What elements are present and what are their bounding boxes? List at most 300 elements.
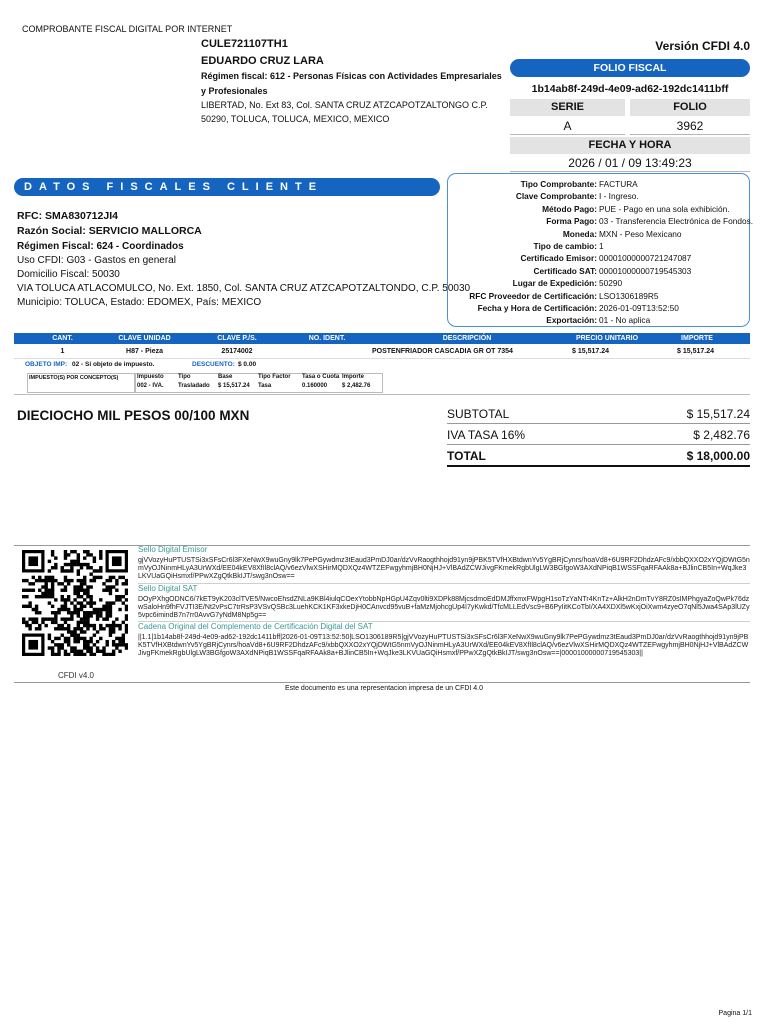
qr-module [51,582,54,585]
qr-module [64,550,67,553]
qr-module [109,653,112,656]
qr-module [70,617,73,620]
qr-module [86,592,89,595]
tax-value-cell: Trasladado [178,383,210,389]
qr-module [106,624,109,627]
qr-module [83,598,86,601]
qr-module [28,605,31,608]
qr-module [64,569,67,572]
client-municipio: Municipio: TOLUCA, Estado: EDOMEX, País: MEXICO [17,297,262,308]
qr-module [89,579,92,582]
qr-module [96,611,99,614]
sello-emisor-label: Sello Digital Emisor [138,545,208,554]
qr-module [77,589,80,592]
qr-module [89,553,92,556]
qr-module [61,624,64,627]
qr-module [106,611,109,614]
qr-module [35,611,38,614]
qr-module [61,627,64,630]
qr-module [28,582,31,585]
qr-module [73,598,76,601]
col-precio-unitario: PRECIO UNITARIO [575,335,639,342]
qr-module [51,595,54,598]
qr-module [51,576,54,579]
qr-module [77,611,80,614]
qr-module [106,605,109,608]
qr-module [57,653,60,656]
qr-module [99,576,102,579]
tax-header-cell: Tipo [178,374,191,380]
qr-module [115,595,118,598]
qr-module [125,624,128,627]
qr-module [86,640,89,643]
qr-module [125,617,128,620]
qr-module [89,646,92,649]
page-number: Pagina 1/1 [718,1010,752,1017]
qr-module [38,576,41,579]
qr-module [112,621,115,624]
qr-module [64,640,67,643]
qr-finder [28,556,38,566]
qr-module [109,592,112,595]
qr-module [86,589,89,592]
qr-module [83,582,86,585]
document-type: COMPROBANTE FISCAL DIGITAL POR INTERNET [22,24,233,34]
qr-module [125,579,128,582]
fiscal-info-value: 00001000000719545303 [599,265,692,276]
qr-module [61,589,64,592]
qr-module [64,627,67,630]
item-clave-ps: 25174002 [221,348,253,355]
qr-module [22,589,25,592]
qr-module [77,614,80,617]
qr-module [125,598,128,601]
qr-module [61,617,64,620]
qr-module [112,640,115,643]
qr-module [77,653,80,656]
qr-module [48,637,51,640]
fiscal-info-key: Método Pago: [542,203,597,214]
qr-module [61,566,64,569]
qr-module [125,614,128,617]
qr-module [102,617,105,620]
qr-module [125,605,128,608]
qr-module [118,637,121,640]
qr-module [96,576,99,579]
qr-module [102,646,105,649]
qr-module [83,563,86,566]
qr-module [67,643,70,646]
qr-module [51,566,54,569]
issuer-address-line2: 50290, TOLUCA, TOLUCA, MEXICO, MEXICO [201,114,390,124]
impuestos-label-box [27,373,135,393]
qr-module [44,579,47,582]
qr-module [51,640,54,643]
qr-module [93,569,96,572]
qr-module [109,589,112,592]
qr-module [51,605,54,608]
qr-module [64,650,67,653]
qr-module [73,637,76,640]
qr-module [48,569,51,572]
fiscal-info-row [448,228,751,240]
qr-module [70,550,73,553]
fiscal-info-row [448,240,751,252]
qr-module [67,579,70,582]
qr-module [89,624,92,627]
fiscal-info-row [448,178,751,190]
qr-module [106,601,109,604]
total-value: $ 18,000.00 [686,449,750,463]
qr-module [51,553,54,556]
fiscal-info-value: LSO1306189R5 [599,290,659,301]
qr-module [77,553,80,556]
qr-module [112,630,115,633]
qr-module [77,637,80,640]
qr-module [93,576,96,579]
qr-module [38,589,41,592]
qr-module [83,646,86,649]
qr-finder [112,556,122,566]
qr-module [64,637,67,640]
qr-module [64,563,67,566]
qr-module [112,643,115,646]
qr-module [80,601,83,604]
iva-value: $ 2,482.76 [693,428,750,442]
qr-module [125,627,128,630]
cfdi-version: Versión CFDI 4.0 [655,39,750,53]
qr-module [106,643,109,646]
fiscal-info-key: Certificado Emisor: [520,253,597,264]
qr-module [35,617,38,620]
qr-module [67,630,70,633]
fiscal-info-key: Clave Comprobante: [515,191,597,202]
qr-module [99,598,102,601]
cadena-original-value: ||1.1|1b14ab8f-249d-4e09-ad62-192dc1411bff|2026-01-09T13:52:50|LSO1306189R5|gjVVozyHuPTUSTSi3xSFsCr6l3FXeNwX9wuGny9lk7PePGywdmz3tEaud3PmDJ0ar/dzVvRaogthhojd91yn9jPBK5TVfHXBtdwnYv5YgBRjCynrs/hoaVd8+6U9RF2DhdzAFc9/xbbQXXO2xYQjDWtG5nmVyOJNinmHLyA3UrWXd/EE04kEV8XfIl8clAQ/v6ezVlwXSHirMQDXQz4WTZEFwgyhmjBH0NjHJ+VlBAdZCWJivgFKmekRgbUlgLW3BGfgoW3AXdNPiqB1WSSFqaRFAAk8a+BJlinCB5In+WqJke3LKVUaGQiHsmxf/PPwXZgQtkBkIJT/swg3nOsw==|00001000000719545303|| [138,634,749,657]
qr-module [54,563,57,566]
qr-module [118,598,121,601]
objeto-imp-value: 02 - Sí objeto de impuesto. [72,361,155,368]
qr-module [64,579,67,582]
qr-module [32,582,35,585]
qr-module [67,595,70,598]
fiscal-info-row [448,302,751,314]
qr-module [38,624,41,627]
descuento-value: $ 0.00 [238,361,257,368]
fiscal-info-value: I - Ingreso. [599,191,639,202]
qr-module [70,611,73,614]
qr-module [22,621,25,624]
qr-module [70,634,73,637]
qr-module [99,608,102,611]
qr-module [89,595,92,598]
qr-module [22,605,25,608]
fiscal-info-row [448,215,754,227]
qr-module [89,650,92,653]
fiscal-info-row [448,265,751,277]
serie-label: SERIE [510,99,625,116]
fiscal-info-value: 01 - No aplica [599,315,651,326]
qr-module [70,650,73,653]
qr-module [44,595,47,598]
col-descripcion: DESCRIPCIÓN [442,335,492,342]
qr-module [48,595,51,598]
cadena-original-label: Cadena Original del Complemento de Certificación Digital del SAT [138,622,373,631]
qr-module [96,640,99,643]
qr-module [122,576,125,579]
qr-module [64,576,67,579]
qr-module [86,650,89,653]
qr-module [61,605,64,608]
qr-module [93,579,96,582]
qr-module [83,605,86,608]
qr-module [48,592,51,595]
qr-module [80,566,83,569]
qr-module [73,605,76,608]
qr-module [115,637,118,640]
qr-module [54,653,57,656]
qr-module [83,640,86,643]
qr-module [93,608,96,611]
qr-module [70,560,73,563]
qr-module [122,595,125,598]
qr-module [109,627,112,630]
qr-module [89,614,92,617]
qr-module [83,550,86,553]
qr-module [83,576,86,579]
qr-module [77,601,80,604]
tax-header-cell: Importe [342,374,365,380]
qr-module [54,598,57,601]
qr-module [102,627,105,630]
qr-module [80,579,83,582]
fiscal-info-key: Exportación: [546,315,597,326]
qr-module [93,556,96,559]
qr-module [73,608,76,611]
impuestos-label: IMPUESTO(S) POR CONCEPTO(S) [29,375,119,381]
qr-module [96,617,99,620]
qr-module [70,646,73,649]
qr-module [64,589,67,592]
qr-module [93,634,96,637]
issuer-address-line1: LIBERTAD, No. Ext 83, Col. SANTA CRUZ ATZCAPOTZALTONGO C.P. [201,100,488,110]
folio-value: 3962 [630,118,750,135]
qr-finder [28,640,38,650]
fiscal-info-key: Certificado SAT: [533,265,597,276]
qr-module [25,595,28,598]
qr-module [89,653,92,656]
tax-header-cell: Tasa o Cuota [302,374,340,380]
qr-module [125,608,128,611]
item-importe: $ 15,517.24 [677,348,714,355]
qr-module [77,621,80,624]
qr-module [73,630,76,633]
qr-module [73,650,76,653]
qr-module [93,611,96,614]
qr-module [70,566,73,569]
qr-module [80,563,83,566]
qr-module [86,550,89,553]
qr-module [125,630,128,633]
qr-module [89,566,92,569]
folio-label: FOLIO [630,99,750,116]
fiscal-info-key: Tipo de cambio: [533,241,597,251]
fiscal-info-key: Moneda: [562,228,597,239]
qr-module [70,630,73,633]
qr-module [86,601,89,604]
qr-module [80,585,83,588]
qr-module [41,585,44,588]
qr-module [67,608,70,611]
client-rfc: RFC: SMA830712JI4 [17,210,118,222]
qr-module [122,640,125,643]
fiscal-info-value: FACTURA [599,179,638,189]
qr-module [51,585,54,588]
fiscal-info-row [448,290,751,302]
qr-module [67,653,70,656]
qr-module [73,550,76,553]
total-en-letra: DIECIOCHO MIL PESOS 00/100 MXN [17,408,250,423]
qr-module [54,579,57,582]
qr-module [89,598,92,601]
qr-module [99,637,102,640]
qr-module [115,579,118,582]
qr-module [118,650,121,653]
qr-caption: CFDI v4.0 [58,671,95,680]
fiscal-info-value: 00001000000721247087 [599,253,692,264]
qr-module [80,637,83,640]
qr-module [77,560,80,563]
qr-module [80,617,83,620]
qr-module [41,595,44,598]
qr-module [32,621,35,624]
qr-module [54,637,57,640]
qr-module [93,601,96,604]
qr-module [83,611,86,614]
qr-module [80,653,83,656]
subtotal-label: SUBTOTAL [447,407,510,421]
qr-module [41,621,44,624]
qr-module [99,614,102,617]
tax-header-cell: Tipo Factor [258,374,291,380]
fiscal-info-row [448,190,751,202]
qr-module [57,582,60,585]
qr-module [73,592,76,595]
qr-module [64,598,67,601]
qr-module [48,646,51,649]
qr-module [64,617,67,620]
row-divider [14,358,750,359]
qr-module [70,569,73,572]
qr-module [28,601,31,604]
datos-fiscales-cliente-bar: DATOS FISCALES CLIENTE [14,178,440,196]
qr-module [122,582,125,585]
qr-module [73,560,76,563]
qr-module [115,617,118,620]
qr-module [35,595,38,598]
qr-module [89,572,92,575]
footer-note: Este documento es una representacion impresa de un CFDI 4.0 [284,685,484,692]
sello-sat-label: Sello Digital SAT [138,584,198,593]
fiscal-info-box [447,173,754,327]
qr-module [70,579,73,582]
qr-module [73,646,76,649]
qr-module [57,646,60,649]
fiscal-info-value: 03 - Transferencia Electrónica de Fondos. [599,216,754,227]
qr-module [118,640,121,643]
qr-module [22,595,25,598]
qr-module [54,621,57,624]
qr-module [25,605,28,608]
table-bottom-rule [14,394,750,395]
qr-module [28,589,31,592]
qr-module [77,640,80,643]
qr-module [61,598,64,601]
qr-module [77,592,80,595]
client-address: VIA TOLUCA ATLACOMULCO, No. Ext. 1850, Col. SANTA CRUZ ATZCAPOTZALTONDO, C.P. 50030 [17,283,471,294]
qr-module [89,585,92,588]
qr-module [125,643,128,646]
qr-module [54,617,57,620]
totals-rule-3 [447,465,750,467]
qr-module [67,627,70,630]
qr-module [44,624,47,627]
fiscal-info-value: 50290 [599,278,623,289]
qr-module [86,624,89,627]
qr-module [35,579,38,582]
qr-module [32,589,35,592]
col-importe: IMPORTE [681,335,713,342]
qr-module [73,653,76,656]
qr-module [77,624,80,627]
qr-module [86,643,89,646]
qr-module [93,624,96,627]
item-cant: 1 [60,348,65,355]
qr-module [73,634,76,637]
qr-module [99,550,102,553]
qr-module [122,601,125,604]
qr-module [118,595,121,598]
item-precio: $ 15,517.24 [572,348,609,355]
qr-module [64,621,67,624]
qr-module [86,566,89,569]
qr-module [73,563,76,566]
qr-module [38,627,41,630]
qr-module [57,608,60,611]
qr-module [115,598,118,601]
qr-module [51,579,54,582]
qr-module [99,624,102,627]
qr-module [118,643,121,646]
qr-module [109,614,112,617]
qr-module [80,605,83,608]
fiscal-info-key: Tipo Comprobante: [520,179,597,189]
folio-fiscal-label: FOLIO FISCAL [510,59,750,77]
qr-module [80,621,83,624]
qr-module [99,566,102,569]
qr-module [51,621,54,624]
qr-module [109,576,112,579]
qr-module [35,627,38,630]
qr-module [64,553,67,556]
qr-module [70,563,73,566]
qr-module [35,621,38,624]
qr-module [86,563,89,566]
qr-module [115,624,118,627]
qr-module [44,592,47,595]
qr-module [83,630,86,633]
tax-value-cell: Tasa [258,383,272,389]
